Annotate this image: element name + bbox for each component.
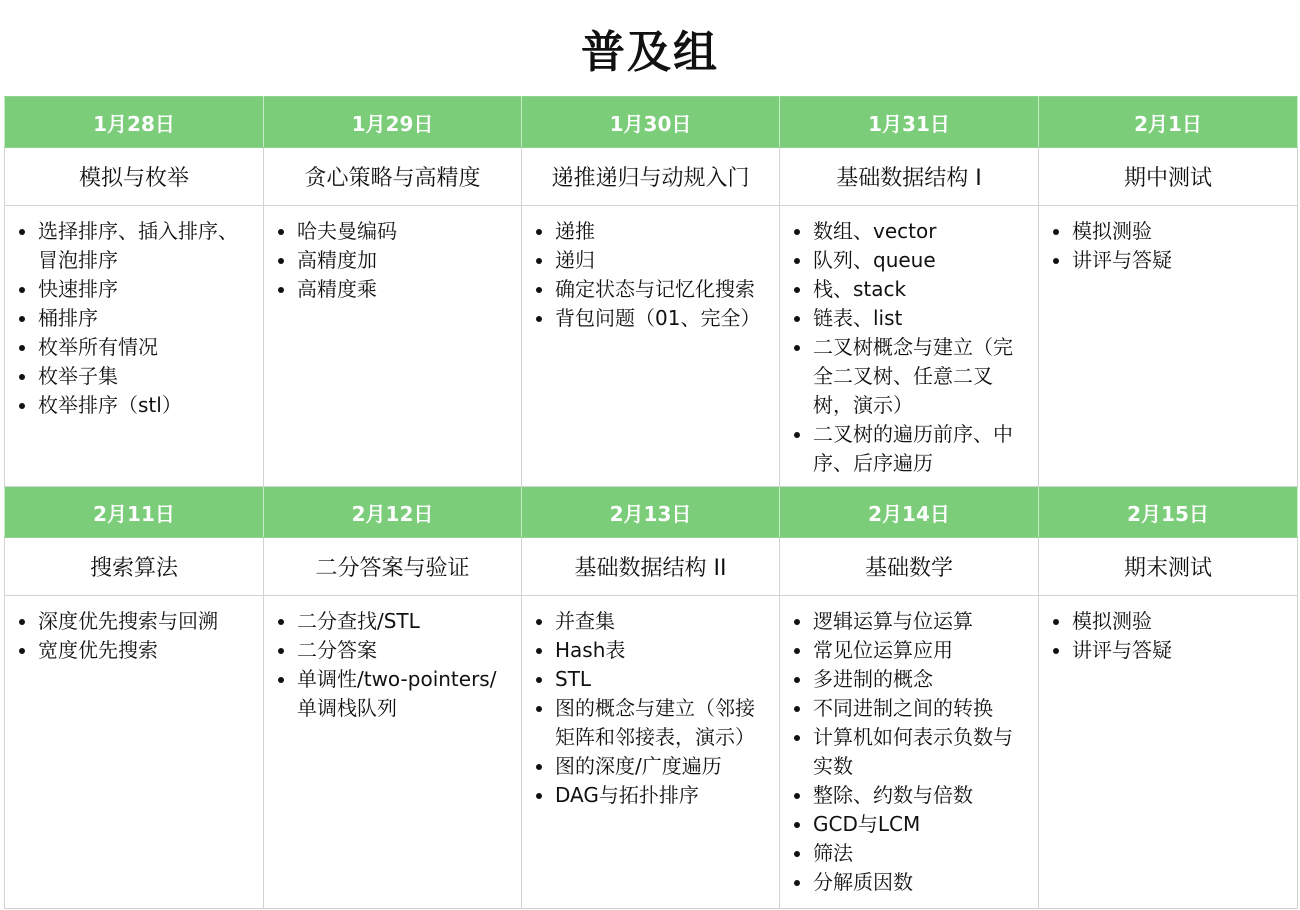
items-cell	[264, 596, 522, 909]
date-cell: 2月13日	[522, 487, 780, 538]
list-item: • 图的概念与建立（邻接矩阵和邻接表，演示）	[555, 694, 769, 752]
list-item: • 多进制的概念	[813, 665, 1028, 694]
list-item: • 背包问题（01、完全）	[555, 304, 769, 333]
list-item: • DAG与拓扑排序	[555, 781, 769, 810]
list-item: • 高精度加	[297, 246, 511, 275]
topic-cell: 递推递归与动规入门	[522, 148, 780, 206]
date-row	[5, 97, 1298, 148]
list-item: • 计算机如何表示负数与实数	[813, 723, 1028, 781]
items-cell	[780, 596, 1039, 909]
list-item: • 整除、约数与倍数	[813, 781, 1028, 810]
topic-list	[522, 607, 779, 810]
topic-list	[1039, 217, 1297, 275]
list-item: • 枚举子集	[38, 362, 253, 391]
list-item: • 模拟测验	[1072, 217, 1287, 246]
topic-list	[5, 217, 263, 420]
list-item: • 图的深度/广度遍历	[555, 752, 769, 781]
list-item: • 深度优先搜索与回溯	[38, 607, 253, 636]
topic-cell: 基础数据结构 II	[522, 538, 780, 596]
list-item: • 二分答案	[297, 636, 511, 665]
items-cell	[1039, 596, 1298, 909]
list-item: • 二叉树的遍历前序、中序、后序遍历	[813, 420, 1028, 478]
topic-cell: 二分答案与验证	[264, 538, 522, 596]
topic-list	[780, 217, 1038, 478]
page-title: 普及组	[581, 27, 719, 78]
items-cell	[1039, 206, 1298, 487]
topic-row	[5, 148, 1298, 206]
items-row	[5, 206, 1298, 487]
topic-cell: 基础数学	[780, 538, 1039, 596]
topic-cell: 搜索算法	[5, 538, 264, 596]
list-item: • 递推	[555, 217, 769, 246]
list-item: • 选择排序、插入排序、冒泡排序	[38, 217, 253, 275]
topic-list	[780, 607, 1038, 897]
date-cell: 1月28日	[5, 97, 264, 148]
topic-cell: 模拟与枚举	[5, 148, 264, 206]
list-item: • GCD与LCM	[813, 810, 1028, 839]
list-item: • 常见位运算应用	[813, 636, 1028, 665]
list-item: • 枚举排序（stl）	[38, 391, 253, 420]
topic-cell: 贪心策略与高精度	[264, 148, 522, 206]
date-cell: 2月14日	[780, 487, 1039, 538]
topic-list	[264, 607, 521, 723]
date-cell: 2月12日	[264, 487, 522, 538]
items-cell	[5, 206, 264, 487]
list-item: • Hash表	[555, 636, 769, 665]
date-cell: 2月11日	[5, 487, 264, 538]
date-cell: 1月30日	[522, 97, 780, 148]
schedule-table	[4, 96, 1298, 909]
topic-row	[5, 538, 1298, 596]
list-item: • STL	[555, 665, 769, 694]
list-item: • 桶排序	[38, 304, 253, 333]
date-cell: 2月15日	[1039, 487, 1298, 538]
list-item: • 二叉树概念与建立（完全二叉树、任意二叉树，演示）	[813, 333, 1028, 420]
items-cell	[522, 596, 780, 909]
items-cell	[264, 206, 522, 487]
list-item: • 递归	[555, 246, 769, 275]
items-cell	[5, 596, 264, 909]
list-item: • 单调性/two-pointers/单调栈队列	[297, 665, 511, 723]
items-cell	[522, 206, 780, 487]
topic-list	[264, 217, 521, 304]
list-item: • 不同进制之间的转换	[813, 694, 1028, 723]
topic-list	[522, 217, 779, 333]
list-item: • 链表、list	[813, 304, 1028, 333]
date-cell: 1月31日	[780, 97, 1039, 148]
list-item: • 讲评与答疑	[1072, 246, 1287, 275]
list-item: • 模拟测验	[1072, 607, 1287, 636]
list-item: • 二分查找/STL	[297, 607, 511, 636]
list-item: • 宽度优先搜索	[38, 636, 253, 665]
items-cell	[780, 206, 1039, 487]
list-item: • 栈、stack	[813, 275, 1028, 304]
list-item: • 快速排序	[38, 275, 253, 304]
list-item: • 数组、vector	[813, 217, 1028, 246]
list-item: • 哈夫曼编码	[297, 217, 511, 246]
topic-cell: 期末测试	[1039, 538, 1298, 596]
list-item: • 高精度乘	[297, 275, 511, 304]
topic-cell: 期中测试	[1039, 148, 1298, 206]
list-item: • 讲评与答疑	[1072, 636, 1287, 665]
date-cell: 1月29日	[264, 97, 522, 148]
list-item: • 筛法	[813, 839, 1028, 868]
topic-cell: 基础数据结构 I	[780, 148, 1039, 206]
list-item: • 逻辑运算与位运算	[813, 607, 1028, 636]
list-item: • 分解质因数	[813, 868, 1028, 897]
items-row	[5, 596, 1298, 909]
list-item: • 队列、queue	[813, 246, 1028, 275]
topic-list	[1039, 607, 1297, 665]
list-item: • 确定状态与记忆化搜索	[555, 275, 769, 304]
date-cell: 2月1日	[1039, 97, 1298, 148]
list-item: • 枚举所有情况	[38, 333, 253, 362]
date-row	[5, 487, 1298, 538]
topic-list	[5, 607, 263, 665]
list-item: • 并查集	[555, 607, 769, 636]
